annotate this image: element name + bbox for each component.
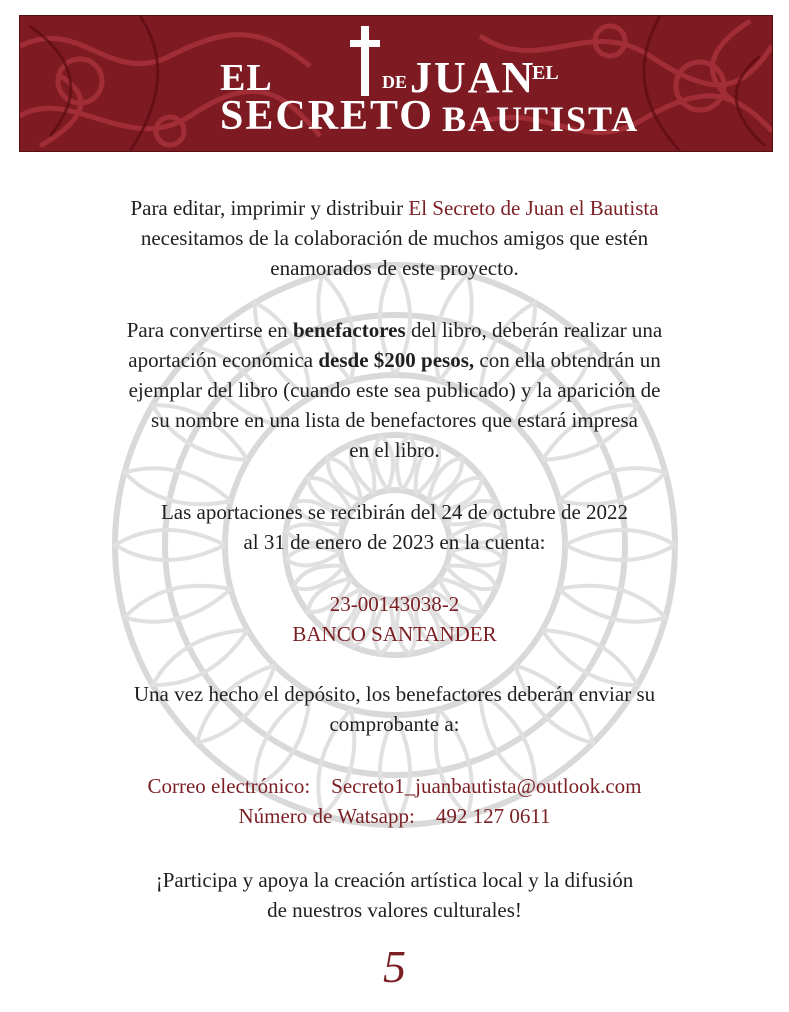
logo-bautista: BAUTISTA (442, 99, 640, 139)
phone-label: Número de Watsapp: (238, 804, 415, 828)
book-title: El Secreto de Juan el Bautista (408, 196, 659, 220)
cross-icon (348, 26, 382, 96)
header-banner (19, 15, 773, 152)
intro-paragraph: Para editar, imprimir y distribuir El Secreto de Juan el Bautista necesitamos de la colaboración de muchos amigos que estén enamorados de este proyecto. (130, 196, 659, 280)
email-address[interactable]: Secreto1_juanbautista@outlook.com (331, 774, 642, 798)
book-logo (220, 40, 640, 140)
main-content (40, 193, 749, 925)
bank-name: BANCO SANTANDER (292, 622, 497, 646)
phone-number[interactable]: 492 127 0611 (435, 804, 551, 828)
closing-paragraph: ¡Participa y apoya la creación artística local y la difusión de nuestros valores culturales! (155, 868, 634, 922)
deposit-paragraph: Una vez hecho el depósito, los benefactores deberán enviar su comprobante a: (133, 682, 656, 736)
contact-info (40, 771, 749, 831)
benefactors-paragraph: Para convertirse en benefactores del libro, deberán realizar una aportación económica desde $200 pesos, con ella obtendrán un ejemplar del libro (cuando este sea publicado) y la aparición de su nombre en una lista de benefactores que estará impresa en el libro. (126, 318, 663, 462)
email-label: Correo electrónico: (147, 774, 311, 798)
logo-juan: JUAN (410, 53, 536, 102)
page-number: 5 (383, 941, 406, 992)
logo-de: DE (382, 72, 408, 92)
logo-el: EL (220, 57, 273, 99)
dates-paragraph: Las aportaciones se recibirán del 24 de octubre de 2022 al 31 de enero de 2023 en la cuenta: (160, 500, 629, 554)
account-number: 23-00143038-2 (329, 592, 460, 616)
logo-secreto: SECRETO (220, 93, 434, 139)
logo-el-2: EL (532, 62, 559, 84)
bank-account (40, 589, 749, 649)
